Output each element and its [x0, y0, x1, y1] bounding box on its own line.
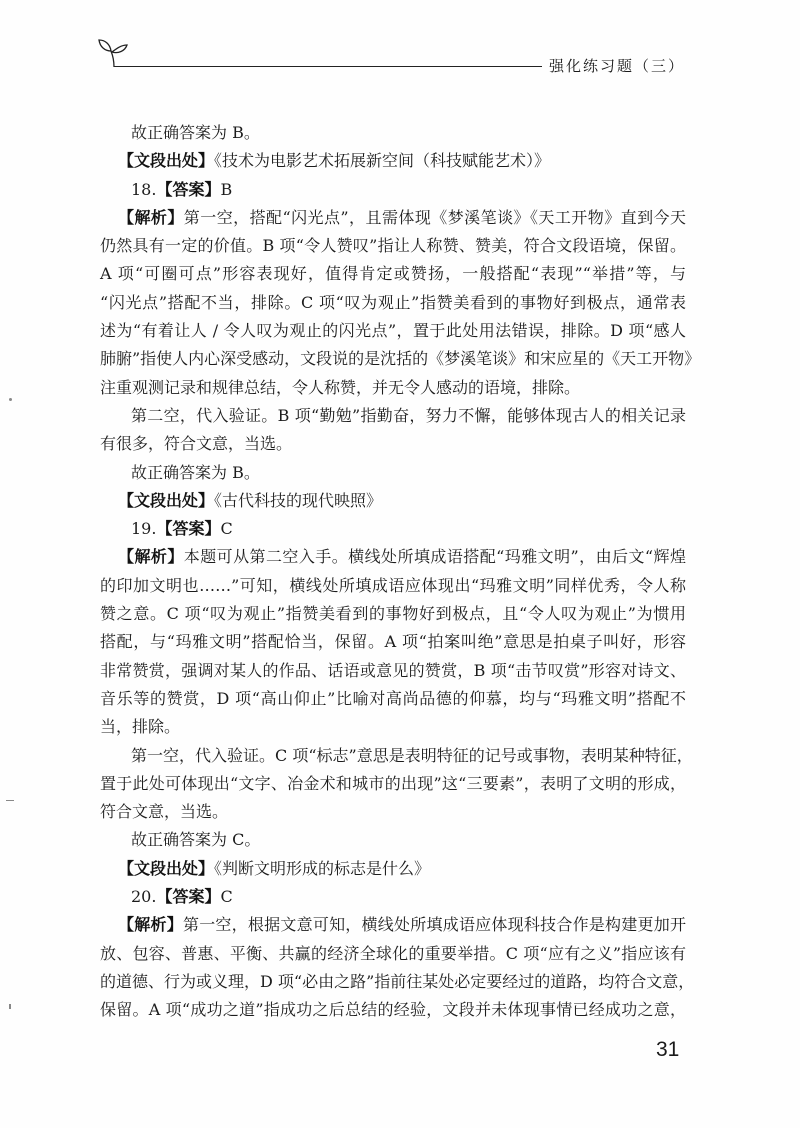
source-line — [100, 855, 686, 883]
line-text: 仍然具有一定的价值。B 项“令人赞叹”指让人称赞、赞美，符合文段语境，保留。 — [100, 236, 686, 256]
line-text: 肺腑”指使人内心深受感动，文段说的是沈括的《梦溪笔谈》和宋应星的《天工开物》 — [100, 349, 701, 369]
text-line — [100, 742, 693, 770]
source-label: 【文段出处】 — [118, 858, 215, 878]
text-line — [100, 657, 686, 685]
text-line — [100, 317, 686, 345]
source-title: 《古代科技的现代映照》 — [214, 490, 383, 510]
line-text: 故正确答案为 B。 — [131, 462, 260, 482]
header-rule — [114, 66, 542, 67]
line-text: 故正确答案为 C。 — [131, 830, 261, 850]
conclusion-line — [100, 119, 686, 147]
line-text: 有很多，符合文意，当选。 — [100, 434, 293, 454]
line-text: 非常赞赏，强调对某人的作品、话语或意见的赞赏，B 项“击节叹赏”形容对诗文、 — [100, 660, 686, 680]
line-text: 述为“有着让人 / 令人叹为观止的闪光点”，置于此处用法错误，排除。D 项“感人 — [100, 321, 686, 341]
scan-mark — [9, 1004, 11, 1009]
line-text: 的印加文明也……”可知，横线处所填成语应体现出“玛雅文明”同样优秀，令人称 — [100, 575, 686, 595]
analysis-line — [100, 911, 686, 939]
text-line — [100, 940, 686, 968]
analysis-label: 【解析】 — [118, 547, 184, 567]
line-text: 故正确答案为 B。 — [131, 123, 260, 142]
text-line — [100, 713, 686, 741]
answer-value: C — [220, 519, 233, 539]
line-text: 当，排除。 — [100, 717, 181, 737]
text-line — [100, 996, 686, 1024]
line-text: “闪光点”搭配不当，排除。C 项“叹为观止”指赞美看到的事物好到极点，通常表 — [100, 292, 686, 312]
line-text: 本题可从第二空入手。横线处所填成语搭配“玛雅文明”，由后文“辉煌 — [183, 547, 686, 567]
text-line — [100, 968, 695, 996]
chapter-title: 强化练习题（三） — [549, 57, 686, 75]
source-line — [100, 487, 686, 515]
conclusion-line — [100, 826, 686, 854]
line-text: 第一空，代入验证。C 项“标志”意思是表明特征的记号或事物，表明某种特征， — [131, 745, 693, 765]
text-line — [100, 430, 686, 458]
sprout-icon — [96, 36, 130, 68]
text-line — [100, 374, 686, 402]
analysis-label: 【解析】 — [118, 915, 183, 935]
page-number: 31 — [656, 1038, 680, 1061]
question-number: 18. — [131, 179, 157, 199]
line-text: 置于此处可体现出“文字、冶金术和城市的出现”这“三要素”，表明了文明的形成， — [100, 773, 686, 793]
question-number: 20. — [131, 887, 157, 907]
line-text: 第二空，代入验证。B 项“勤勉”指勤奋，努力不懈，能够体现古人的相关记录 — [131, 405, 686, 425]
answer-line — [100, 515, 686, 543]
source-title: 《判断文明形成的标志是什么》 — [214, 858, 431, 878]
answer-line — [100, 883, 686, 911]
text-line — [100, 600, 686, 628]
line-text: 搭配，与“玛雅文明”搭配恰当，保留。A 项“拍案叫绝”意思是拍桌子叫好，形容 — [100, 632, 686, 652]
source-label: 【文段出处】 — [118, 490, 215, 510]
answer-label: 【答案】 — [156, 179, 221, 199]
answer-explanations — [100, 119, 701, 1025]
line-text: 注重观测记录和规律总结，令人称赞，并无令人感动的语境，排除。 — [100, 377, 581, 397]
line-text: 音乐等的赞赏，D 项“高山仰止”比喻对高尚品德的仰慕，均与“玛雅文明”搭配不 — [100, 688, 686, 708]
line-text: 赞之意。C 项“叹为观止”指赞美看到的事物好到极点，且“令人叹为观止”为惯用 — [100, 604, 686, 624]
text-line — [100, 345, 701, 373]
text-line — [100, 685, 686, 713]
line-text: 第一空，根据文意可知，横线处所填成语应体现科技合作是构建更加开 — [182, 915, 686, 935]
line-text: A 项“可圈可点”形容表现好，值得肯定或赞扬，一般搭配“表现”“举措”等，与 — [100, 264, 686, 284]
line-text: 的道德、行为或义理，D 项“必由之路”指前往某处必定要经过的道路，均符合文意， — [100, 971, 695, 991]
analysis-label: 【解析】 — [118, 207, 184, 227]
text-line — [100, 402, 686, 430]
source-label: 【文段出处】 — [118, 151, 215, 171]
text-line — [100, 289, 686, 317]
source-title: 《技术为电影艺术拓展新空间（科技赋能艺术）》 — [214, 151, 551, 171]
analysis-line — [100, 543, 686, 571]
line-text: 第一空，搭配“闪光点”，且需体现《梦溪笔谈》《天工开物》直到今天 — [183, 207, 686, 227]
line-text: 符合文意，当选。 — [100, 802, 229, 822]
text-line — [100, 572, 686, 600]
text-line — [100, 232, 686, 260]
question-number: 19. — [131, 519, 157, 539]
source-line — [100, 147, 686, 175]
conclusion-line — [100, 459, 686, 487]
text-line — [100, 798, 686, 826]
answer-label: 【答案】 — [156, 519, 221, 539]
answer-label: 【答案】 — [156, 887, 221, 907]
text-line — [100, 770, 686, 798]
text-line — [100, 628, 686, 656]
scan-mark — [9, 398, 12, 401]
analysis-line — [100, 204, 686, 232]
answer-value: B — [220, 179, 233, 199]
scan-mark — [6, 800, 14, 801]
answer-line — [100, 176, 686, 204]
answer-value: C — [220, 887, 233, 907]
line-text: 保留。A 项“成功之道”指成功之后总结的经验，文段并未体现事情已经成功之意， — [100, 1000, 686, 1020]
line-text: 放、包容、普惠、平衡、共赢的经济全球化的重要举措。C 项“应有之义”指应该有 — [100, 943, 686, 963]
text-line — [100, 260, 686, 288]
